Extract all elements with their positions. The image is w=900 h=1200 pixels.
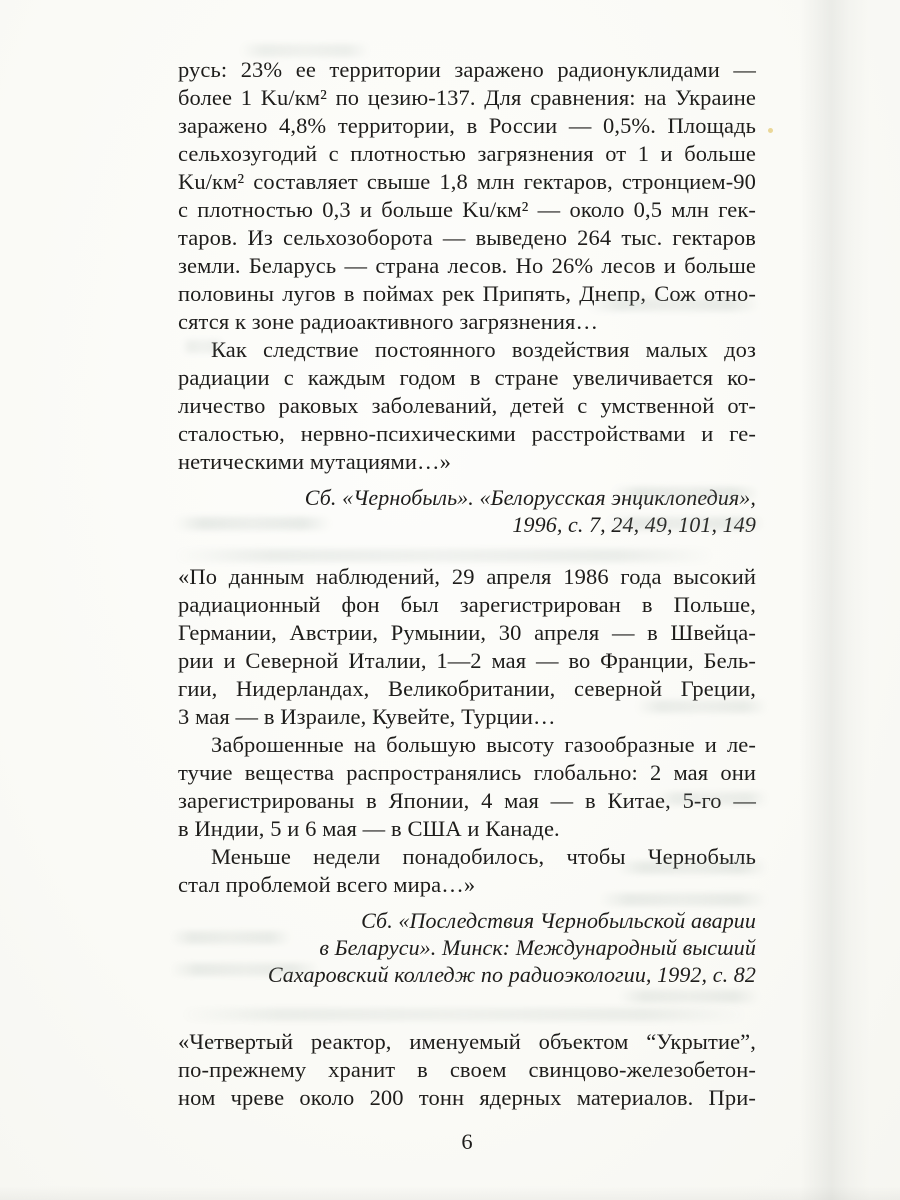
text-line: Заброшенные на большую высоту газообразные и ле- [211, 732, 756, 757]
text-line: радиации с каждым годом в стране увеличивается ко- [178, 365, 756, 390]
paragraph-health-effects [178, 336, 756, 476]
text-line: зарегистрированы в Японии, 4 мая — в Китае, 5-го — [178, 788, 756, 813]
text-line: сельхозугодий с плотностью загрязнения от 1 и больше [178, 141, 756, 166]
text-line: Германии, Австрии, Румынии, 30 апреля — в Швейца- [178, 620, 756, 645]
citation-line: Сахаровский колледж по радиоэкологии, 1992, с. 82 [267, 962, 756, 987]
page-edge-shading [800, 0, 870, 1200]
paragraph-contamination [178, 56, 756, 336]
paragraph-radiation-europe [178, 563, 756, 731]
source-citation-sakharov-college [178, 907, 756, 988]
text-line: заражено 4,8% территории, в России — 0,5%. Площадь [178, 113, 756, 138]
text-line: с плотностью 0,3 и больше Ku/км² — около 0,5 млн гек- [178, 197, 756, 222]
text-line: «По данным наблюдений, 29 апреля 1986 года высокий [178, 564, 756, 589]
text-line: Ku/км² составляет свыше 1,8 млн гектаров, стронцием-90 [178, 169, 756, 194]
source-citation-encyclopedia [178, 484, 756, 538]
text-line: половины лугов в поймах рек Припять, Днепр, Сож отно- [178, 281, 756, 306]
text-line: стал проблемой всего мира…» [178, 872, 476, 897]
text-line: радиационный фон был зарегистрирован в Польше, [178, 592, 756, 617]
text-line: сталостью, нервно-психическими расстройствами и ге- [178, 421, 756, 446]
text-line: 3 мая — в Израиле, Кувейте, Турции… [178, 704, 556, 729]
text-line: нетическими мутациями…» [178, 449, 451, 474]
text-line: «Четвертый реактор, именуемый объектом “Укрытие”, [178, 1029, 756, 1054]
text-line: земли. Беларусь — страна лесов. Но 26% лесов и больше [178, 253, 756, 278]
text-line: тучие вещества распространялись глобально: 2 мая они [178, 760, 756, 785]
citation-line: Сб. «Последствия Чернобыльской аварии [361, 908, 756, 933]
citation-line: в Беларуси». Минск: Международный высший [319, 935, 756, 960]
text-line: гии, Нидерландах, Великобритании, северной Греции, [178, 676, 756, 701]
text-block [178, 56, 756, 1112]
text-line: Как следствие постоянного воздействия малых доз [211, 337, 756, 362]
paragraph-shelter-object [178, 1028, 756, 1112]
citation-line: Сб. «Чернобыль». «Белорусская энциклопедия», [304, 485, 756, 510]
text-line: личество раковых заболеваний, детей с умственной от- [178, 393, 756, 418]
text-line: более 1 Ku/км² по цезию-137. Для сравнения: на Украине [178, 85, 756, 110]
text-line: сятся к зоне радиоактивного загрязнения… [178, 309, 599, 334]
page-bottom-shadow [0, 1186, 900, 1200]
text-line: рии и Северной Италии, 1—2 мая — во Франции, Бель- [178, 648, 756, 673]
citation-line: 1996, с. 7, 24, 49, 101, 149 [512, 512, 756, 537]
paper-speck [768, 128, 773, 133]
page-number: 6 [461, 1129, 473, 1154]
text-line: по-прежнему хранит в своем свинцово-железобетон- [178, 1057, 756, 1082]
text-line: таров. Из сельхозоборота — выведено 264 тыс. гектаров [178, 225, 756, 250]
text-line: русь: 23% ее территории заражено радионуклидами — [178, 57, 756, 82]
paragraph-global-spread [178, 731, 756, 843]
text-line: в Индии, 5 и 6 мая — в США и Канаде. [178, 816, 560, 841]
paragraph-world-problem [178, 843, 756, 899]
text-line: Меньше недели понадобилось, чтобы Чернобыль [211, 844, 756, 869]
text-line: ном чреве около 200 тонн ядерных материалов. При- [178, 1085, 756, 1110]
